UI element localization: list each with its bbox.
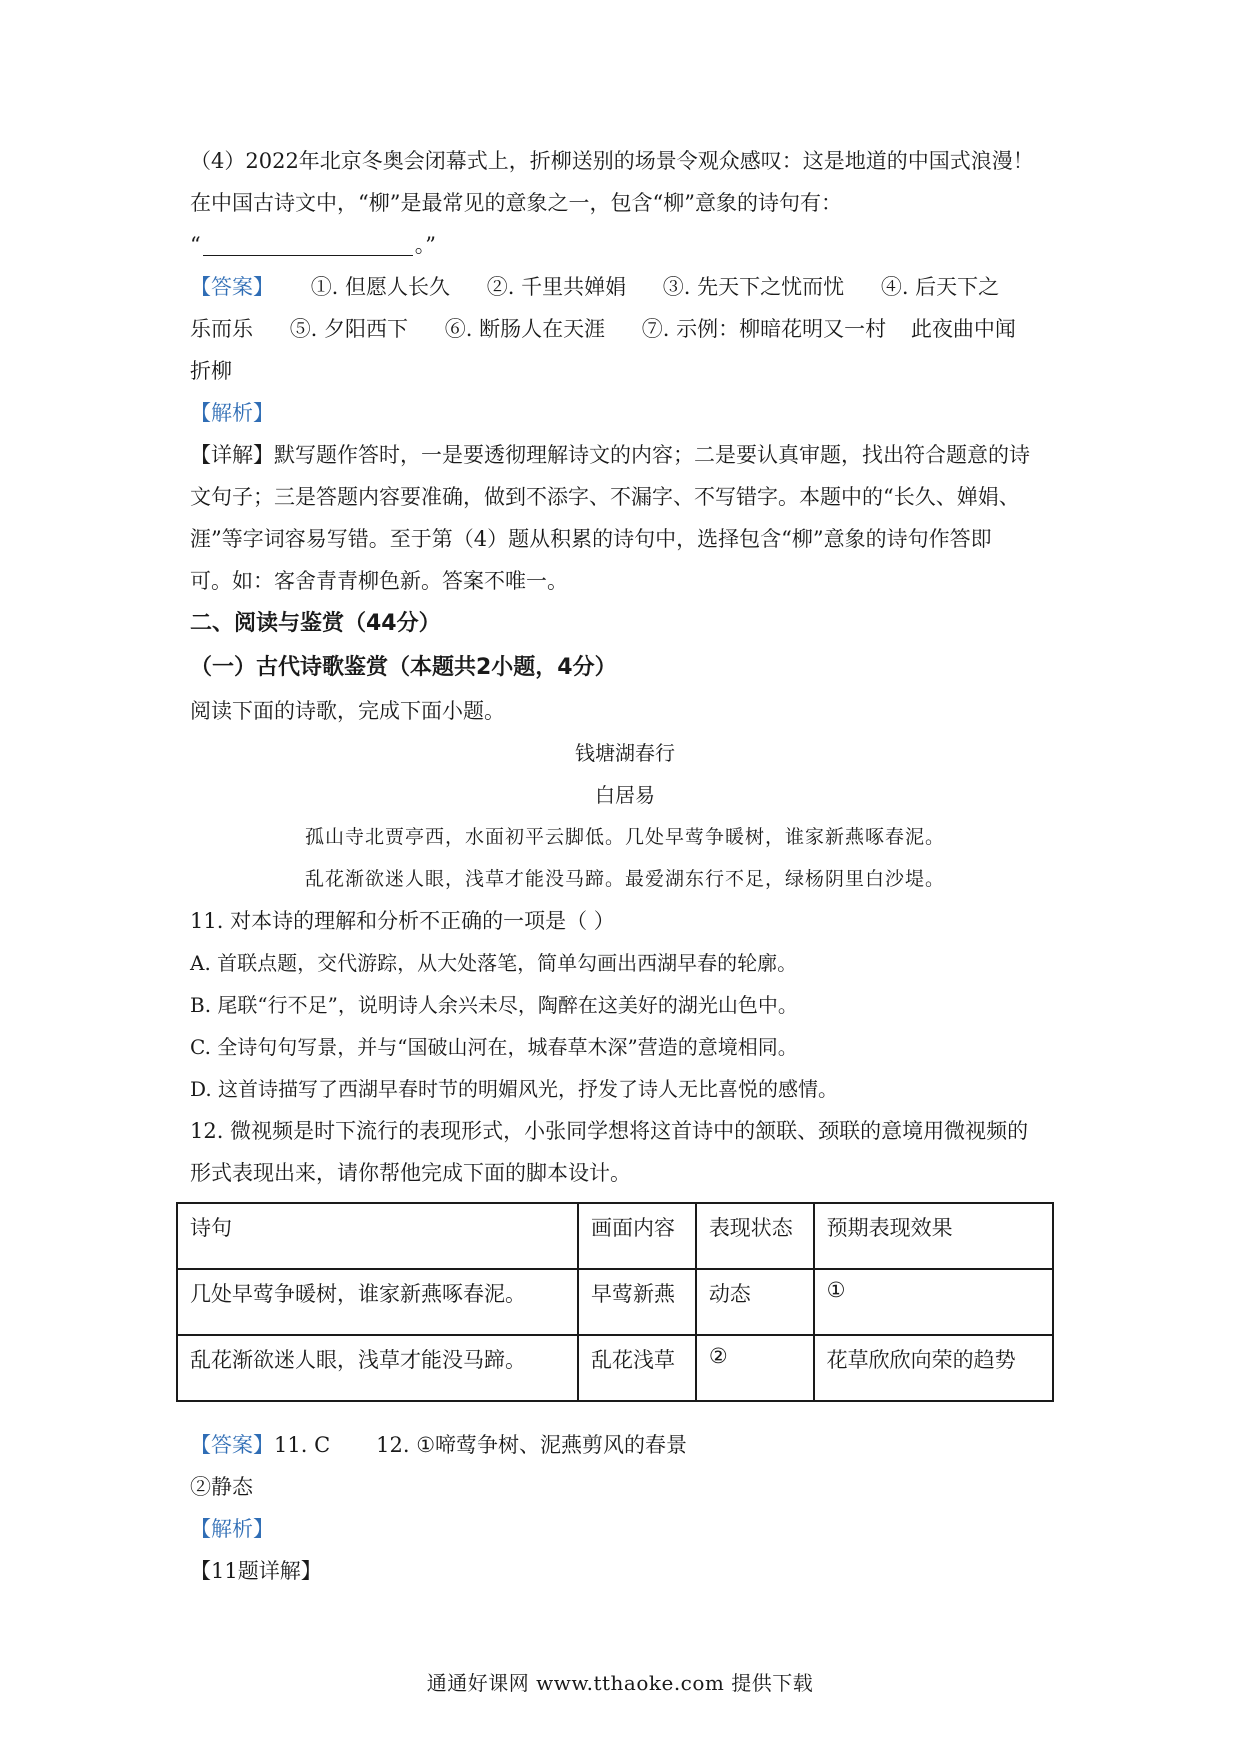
table-header-cell: 画面内容 <box>578 1203 696 1269</box>
question-11-option-a: A. 首联点题，交代游踪，从大处落笔，简单勾画出西湖早春的轮廓。 <box>190 951 798 975</box>
table-row <box>177 1335 1053 1401</box>
analysis-tag-2: 【解析】 <box>190 1517 274 1541</box>
section-2-title: 二、阅读与鉴赏（44分） <box>190 611 441 636</box>
question-11-option-d: D. 这首诗描写了西湖早春时节的明媚风光，抒发了诗人无比喜悦的感情。 <box>190 1077 839 1101</box>
answer-item: ⑥. 断肠人在天涯 <box>444 317 606 341</box>
section-2-subtitle: （一）古代诗歌鉴赏（本题共2小题，4分） <box>190 655 617 680</box>
answer-item: 折柳 <box>190 359 232 383</box>
answer-item: ③. 先天下之忧而忧 <box>662 275 845 299</box>
answer-item: ④. 后天下之 <box>880 275 1000 299</box>
table-cell: 几处早莺争暖树，谁家新燕啄春泥。 <box>177 1269 578 1335</box>
answer-tag: 【答案】 <box>190 1433 274 1457</box>
analysis-detail-line: 【详解】默写题作答时，一是要透彻理解诗文的内容；二是要认真审题，找出符合题意的诗 <box>190 443 1030 467</box>
table-cell: 乱花渐欲迷人眼，浅草才能没马蹄。 <box>177 1335 578 1401</box>
answer-12: 12. ①啼莺争树、泥燕剪风的春景 <box>376 1433 688 1457</box>
question-12-line-2: 形式表现出来，请你帮他完成下面的脚本设计。 <box>190 1161 631 1185</box>
answer-item: 此夜曲中闻 <box>910 317 1016 341</box>
table-header-row <box>177 1203 1053 1269</box>
section-2-intro: 阅读下面的诗歌，完成下面小题。 <box>190 699 505 723</box>
question-4-line-1: （4）2022年北京冬奥会闭幕式上，折柳送别的场景令观众感叹：这是地道的中国式浪漫！ <box>190 149 1034 173</box>
answer-1-line-1 <box>190 266 1060 308</box>
answer-1-line-2 <box>190 308 1060 350</box>
answer-item: ②. 千里共婵娟 <box>486 275 627 299</box>
poem-line: 乱花渐欲迷人眼，浅草才能没马蹄。最爱湖东行不足，绿杨阴里白沙堤。 <box>304 868 945 890</box>
table-header-cell: 预期表现效果 <box>814 1203 1053 1269</box>
answer-11: 11. C <box>274 1433 331 1457</box>
question-12-line-1: 12. 微视频是时下流行的表现形式，小张同学想将这首诗中的颔联、颈联的意境用微视频的 <box>190 1119 1029 1143</box>
poem-author: 白居易 <box>595 783 655 807</box>
poem-title: 钱塘湖春行 <box>575 741 675 765</box>
analysis-detail-line: 涯”等字词容易写错。至于第（4）题从积累的诗句中，选择包含“柳”意象的诗句作答即 <box>190 527 992 551</box>
answer-tag: 【答案】 <box>190 275 274 299</box>
detail-11-tag: 【11题详解】 <box>190 1559 322 1583</box>
answer-item: ⑦. 示例：柳暗花明又一村 <box>641 317 887 341</box>
analysis-detail-line: 可。如：客舍青青柳色新。答案不唯一。 <box>190 569 568 593</box>
script-table <box>176 1202 1054 1402</box>
answer-item: ①. 但愿人长久 <box>310 275 451 299</box>
quote-open: “ <box>190 233 201 257</box>
table-cell: 动态 <box>696 1269 814 1335</box>
table-cell: ② <box>696 1335 814 1401</box>
analysis-tag: 【解析】 <box>190 401 274 425</box>
question-11-stem: 11. 对本诗的理解和分析不正确的一项是（ ） <box>190 909 615 933</box>
question-4-line-2: 在中国古诗文中，“柳”是最常见的意象之一，包含“柳”意象的诗句有： <box>190 191 842 215</box>
page-footer: 通通好课网 www.tthaoke.com 提供下载 <box>426 1671 814 1695</box>
answer-blank <box>203 233 413 256</box>
question-11-option-c: C. 全诗句句写景，并与“国破山河在，城春草木深”营造的意境相同。 <box>190 1035 798 1059</box>
analysis-detail-line: 文句子；三是答题内容要准确，做到不添字、不漏字、不写错字。本题中的“长久、婵娟、 <box>190 485 1020 509</box>
table-header-cell: 诗句 <box>177 1203 578 1269</box>
table-header-cell: 表现状态 <box>696 1203 814 1269</box>
quote-close: 。” <box>414 233 436 257</box>
answer-item: 乐而乐 <box>190 317 253 341</box>
table-cell: 乱花浅草 <box>578 1335 696 1401</box>
table-row <box>177 1269 1053 1335</box>
table-cell: ① <box>814 1269 1053 1335</box>
document-page <box>190 140 1060 1592</box>
table-cell: 花草欣欣向荣的趋势 <box>814 1335 1053 1401</box>
answer-item: ⑤. 夕阳西下 <box>289 317 409 341</box>
table-cell: 早莺新燕 <box>578 1269 696 1335</box>
answer-2-line-2: ②静态 <box>190 1475 253 1499</box>
question-4-blank-line <box>190 224 1060 266</box>
answer-2-line-1 <box>190 1424 1060 1466</box>
answer-1-line-3 <box>190 350 1060 392</box>
question-11-option-b: B. 尾联“行不足”，说明诗人余兴未尽，陶醉在这美好的湖光山色中。 <box>190 993 798 1017</box>
poem-line: 孤山寺北贾亭西，水面初平云脚低。几处早莺争暖树，谁家新燕啄春泥。 <box>304 826 945 848</box>
